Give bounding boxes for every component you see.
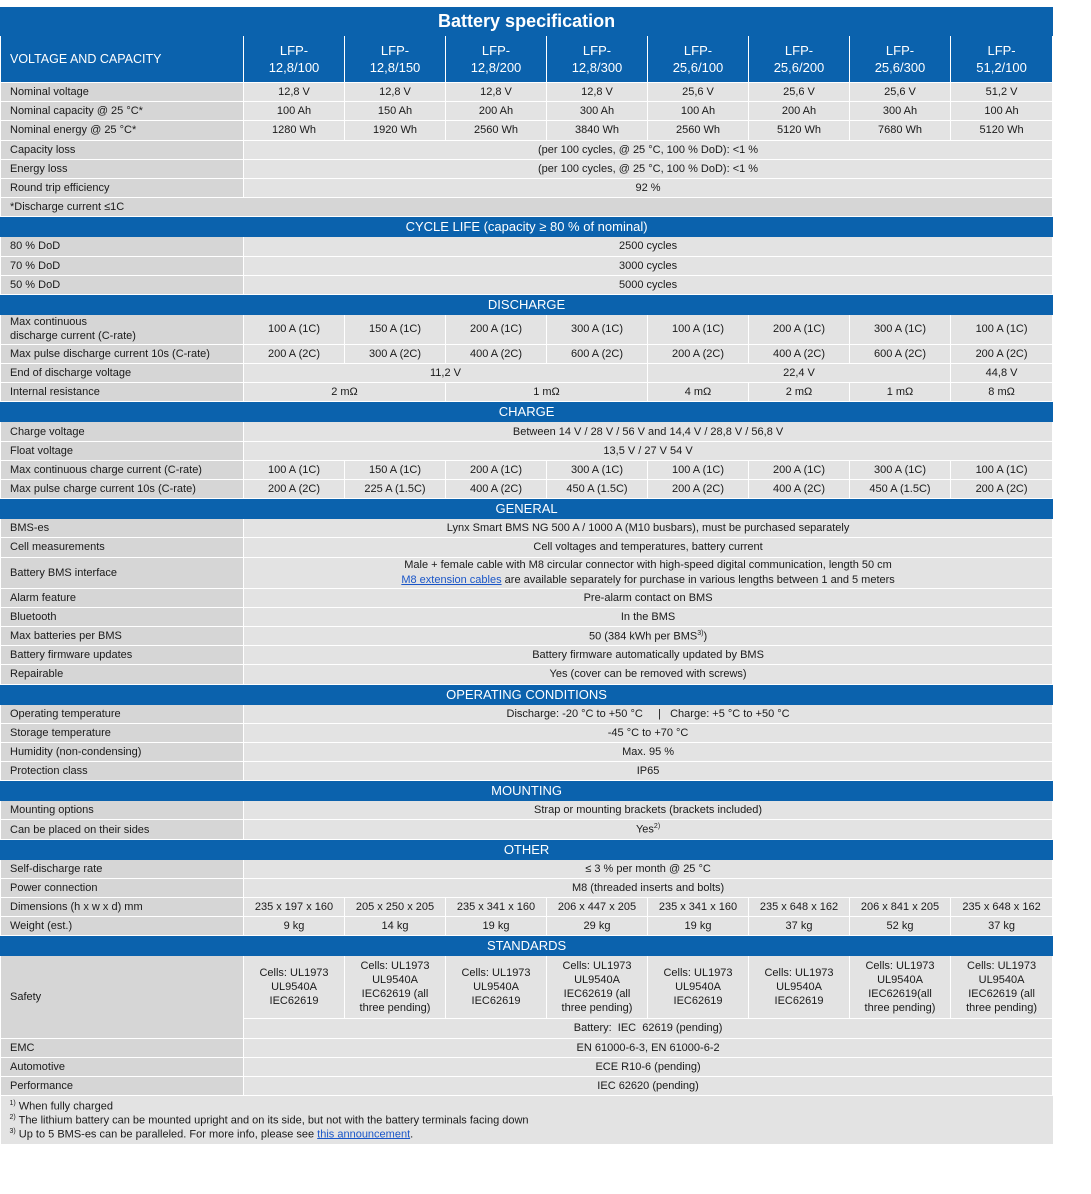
section-title-general: GENERAL bbox=[1, 499, 1053, 519]
cell: 100 A (1C) bbox=[951, 460, 1053, 479]
cell: 300 A (2C) bbox=[345, 344, 446, 363]
cell: 235 x 197 x 160 bbox=[244, 898, 345, 917]
cell: 225 A (1.5C) bbox=[345, 480, 446, 499]
cell: (per 100 cycles, @ 25 °C, 100 % DoD): <1 % bbox=[244, 159, 1053, 178]
cell: 100 A (1C) bbox=[244, 314, 345, 344]
cell: EN 61000-6-3, EN 61000-6-2 bbox=[244, 1038, 1053, 1057]
row-label: Nominal voltage bbox=[1, 83, 244, 102]
cell: Cell voltages and temperatures, battery current bbox=[244, 538, 1053, 557]
row-label: Max pulse charge current 10s (C-rate) bbox=[1, 480, 244, 499]
cell: 2 mΩ bbox=[244, 383, 446, 402]
cell: 12,8 V bbox=[244, 83, 345, 102]
cell: ≤ 3 % per month @ 25 °C bbox=[244, 859, 1053, 878]
cell: Strap or mounting brackets (brackets included) bbox=[244, 801, 1053, 820]
row-label: Battery BMS interface bbox=[1, 557, 244, 588]
row-label: Operating temperature bbox=[1, 704, 244, 723]
cell: 29 kg bbox=[547, 917, 648, 936]
section-title-operating: OPERATING CONDITIONS bbox=[1, 684, 1053, 704]
spec-row bbox=[1, 121, 1053, 140]
cell: 8 mΩ bbox=[951, 383, 1053, 402]
cell: 1280 Wh bbox=[244, 121, 345, 140]
cell: IEC 62620 (pending) bbox=[244, 1076, 1053, 1095]
cell: 100 A (1C) bbox=[648, 314, 749, 344]
row-label: Capacity loss bbox=[1, 140, 244, 159]
cell: 52 kg bbox=[850, 917, 951, 936]
spec-row bbox=[1, 801, 1053, 820]
cell: 200 A (2C) bbox=[648, 480, 749, 499]
cell: 300 A (1C) bbox=[547, 460, 648, 479]
row-label: Nominal capacity @ 25 °C* bbox=[1, 102, 244, 121]
cell: IP65 bbox=[244, 762, 1053, 781]
spec-row bbox=[1, 102, 1053, 121]
cell: Max. 95 % bbox=[244, 742, 1053, 761]
spec-row bbox=[1, 364, 1053, 383]
header-row bbox=[1, 36, 1053, 83]
cell: 200 A (1C) bbox=[749, 460, 850, 479]
spec-row bbox=[1, 480, 1053, 499]
cell: -45 °C to +70 °C bbox=[244, 723, 1053, 742]
footnote-2: $^{2)}$ The lithium battery can be mounted upright and on its side, but not with the battery terminals facing down bbox=[1, 1113, 1053, 1127]
cell: 600 A (2C) bbox=[547, 344, 648, 363]
row-label: Automotive bbox=[1, 1057, 244, 1076]
row-label: Battery firmware updates bbox=[1, 646, 244, 665]
cell: 206 x 447 x 205 bbox=[547, 898, 648, 917]
spec-row bbox=[1, 704, 1053, 723]
model-header: LFP- 12,8/300 bbox=[547, 36, 648, 83]
spec-row bbox=[1, 820, 1053, 839]
spec-row bbox=[1, 441, 1053, 460]
cell: 19 kg bbox=[648, 917, 749, 936]
cell: 300 Ah bbox=[547, 102, 648, 121]
m8-extension-cables-link[interactable]: M8 extension cables bbox=[401, 573, 502, 586]
cell: 2560 Wh bbox=[446, 121, 547, 140]
spec-row bbox=[1, 256, 1053, 275]
cell: 300 A (1C) bbox=[850, 460, 951, 479]
cell: 300 A (1C) bbox=[547, 314, 648, 344]
cell: 12,8 V bbox=[547, 83, 648, 102]
cell: Cells: UL1973 UL9540A IEC62619 (all three pending) bbox=[345, 956, 446, 1019]
cell: 22,4 V bbox=[648, 364, 951, 383]
cell: 3840 Wh bbox=[547, 121, 648, 140]
section-title-charge: CHARGE bbox=[1, 402, 1053, 422]
cell: 25,6 V bbox=[648, 83, 749, 102]
spec-row bbox=[1, 898, 1053, 917]
row-label: Float voltage bbox=[1, 441, 244, 460]
cell: 12,8 V bbox=[446, 83, 547, 102]
cell: 200 A (2C) bbox=[244, 344, 345, 363]
cell: 92 % bbox=[244, 178, 1053, 197]
cell: 200 A (2C) bbox=[244, 480, 345, 499]
cell: M8 (threaded inserts and bolts) bbox=[244, 878, 1053, 897]
row-label: Bluetooth bbox=[1, 607, 244, 626]
cell: 600 A (2C) bbox=[850, 344, 951, 363]
spec-row bbox=[1, 626, 1053, 645]
discharge-note: *Discharge current ≤1C bbox=[1, 198, 1053, 217]
cell: 100 A (1C) bbox=[648, 460, 749, 479]
cell: 25,6 V bbox=[850, 83, 951, 102]
spec-row bbox=[1, 723, 1053, 742]
cell: Cells: UL1973 UL9540A IEC62619 (all three pending) bbox=[951, 956, 1053, 1019]
cell: 2 mΩ bbox=[749, 383, 850, 402]
cell: 206 x 841 x 205 bbox=[850, 898, 951, 917]
cell: 150 A (1C) bbox=[345, 314, 446, 344]
cell: 1 mΩ bbox=[446, 383, 648, 402]
cell: 2560 Wh bbox=[648, 121, 749, 140]
row-label: Energy loss bbox=[1, 159, 244, 178]
cell: 400 A (2C) bbox=[446, 344, 547, 363]
cell: Pre-alarm contact on BMS bbox=[244, 588, 1053, 607]
row-label: Storage temperature bbox=[1, 723, 244, 742]
cell: 100 Ah bbox=[648, 102, 749, 121]
spec-row bbox=[1, 314, 1053, 344]
spec-table bbox=[0, 7, 1053, 1144]
cell: 50 (384 kWh per BMS$^{3)}$) bbox=[244, 626, 1053, 645]
section-title-discharge: DISCHARGE bbox=[1, 294, 1053, 314]
cell: Between 14 V / 28 V / 56 V and 14,4 V / 28,8 V / 56,8 V bbox=[244, 422, 1053, 441]
row-label: Max continuous discharge current (C-rate) bbox=[1, 314, 244, 344]
spec-row bbox=[1, 178, 1053, 197]
spec-row bbox=[1, 538, 1053, 557]
section-title-mounting: MOUNTING bbox=[1, 781, 1053, 801]
spec-row bbox=[1, 665, 1053, 684]
model-header: LFP- 25,6/100 bbox=[648, 36, 749, 83]
cell: Yes (cover can be removed with screws) bbox=[244, 665, 1053, 684]
cell: 150 A (1C) bbox=[345, 460, 446, 479]
row-label: 50 % DoD bbox=[1, 275, 244, 294]
row-label: End of discharge voltage bbox=[1, 364, 244, 383]
row-label: Can be placed on their sides bbox=[1, 820, 244, 839]
cell: 51,2 V bbox=[951, 83, 1053, 102]
cell: 1 mΩ bbox=[850, 383, 951, 402]
spec-row bbox=[1, 646, 1053, 665]
cell: Battery firmware automatically updated by BMS bbox=[244, 646, 1053, 665]
page-title: Battery specification bbox=[1, 8, 1053, 36]
cell: 200 Ah bbox=[446, 102, 547, 121]
row-label: Alarm feature bbox=[1, 588, 244, 607]
spec-row bbox=[1, 159, 1053, 178]
model-header: LFP- 12,8/200 bbox=[446, 36, 547, 83]
cell: 1920 Wh bbox=[345, 121, 446, 140]
row-label: Humidity (non-condensing) bbox=[1, 742, 244, 761]
cell: 100 A (1C) bbox=[244, 460, 345, 479]
cell: 235 x 341 x 160 bbox=[446, 898, 547, 917]
row-label: Self-discharge rate bbox=[1, 859, 244, 878]
spec-row bbox=[1, 557, 1053, 588]
cell: 200 A (2C) bbox=[951, 480, 1053, 499]
cell: Cells: UL1973 UL9540A IEC62619 bbox=[446, 956, 547, 1019]
spec-row bbox=[1, 607, 1053, 626]
cell: 400 A (2C) bbox=[749, 480, 850, 499]
cell: 235 x 341 x 160 bbox=[648, 898, 749, 917]
cell: Cells: UL1973 UL9540A IEC62619 bbox=[749, 956, 850, 1019]
cell: Cells: UL1973 UL9540A IEC62619 bbox=[244, 956, 345, 1019]
spec-row bbox=[1, 275, 1053, 294]
cell: 5000 cycles bbox=[244, 275, 1053, 294]
section-title-cycle-life: CYCLE LIFE (capacity ≥ 80 % of nominal) bbox=[1, 217, 1053, 237]
cell: 200 Ah bbox=[749, 102, 850, 121]
footnote-3: $^{3)}$ Up to 5 BMS-es can be paralleled. For more info, please see this announcement. bbox=[1, 1127, 1053, 1144]
model-header: LFP- 51,2/100 bbox=[951, 36, 1053, 83]
cell: 7680 Wh bbox=[850, 121, 951, 140]
section-label: VOLTAGE AND CAPACITY bbox=[1, 36, 244, 83]
spec-sheet bbox=[0, 7, 1052, 1144]
row-label: Weight (est.) bbox=[1, 917, 244, 936]
row-label: Performance bbox=[1, 1076, 244, 1095]
spec-row bbox=[1, 878, 1053, 897]
cell: Male + female cable with M8 circular connector with high-speed digital communication, length 50 cm M8 extension cables are available separately for purchase in various lengths between 1 and 5 meters bbox=[244, 557, 1053, 588]
spec-row bbox=[1, 762, 1053, 781]
model-header: LFP- 25,6/200 bbox=[749, 36, 850, 83]
row-label: Max batteries per BMS bbox=[1, 626, 244, 645]
cell: 11,2 V bbox=[244, 364, 648, 383]
cell: Cells: UL1973 UL9540A IEC62619(all three pending) bbox=[850, 956, 951, 1019]
spec-row bbox=[1, 588, 1053, 607]
note-row bbox=[1, 198, 1053, 217]
spec-row bbox=[1, 859, 1053, 878]
spec-row bbox=[1, 422, 1053, 441]
row-label: Cell measurements bbox=[1, 538, 244, 557]
spec-row bbox=[1, 140, 1053, 159]
cell: 9 kg bbox=[244, 917, 345, 936]
spec-row bbox=[1, 237, 1053, 256]
model-header: LFP- 12,8/100 bbox=[244, 36, 345, 83]
row-label: 80 % DoD bbox=[1, 237, 244, 256]
cell: 200 A (2C) bbox=[648, 344, 749, 363]
cell: 44,8 V bbox=[951, 364, 1053, 383]
row-label: EMC bbox=[1, 1038, 244, 1057]
cell: 100 Ah bbox=[951, 102, 1053, 121]
announcement-link[interactable]: this announcement bbox=[317, 1128, 411, 1141]
cell: 100 A (1C) bbox=[951, 314, 1053, 344]
spec-row bbox=[1, 344, 1053, 363]
row-label: 70 % DoD bbox=[1, 256, 244, 275]
cell: 200 A (1C) bbox=[446, 314, 547, 344]
cell: 37 kg bbox=[951, 917, 1053, 936]
row-label: Round trip efficiency bbox=[1, 178, 244, 197]
cell: 150 Ah bbox=[345, 102, 446, 121]
spec-row bbox=[1, 1057, 1053, 1076]
cell: 400 A (2C) bbox=[446, 480, 547, 499]
model-header: LFP- 12,8/150 bbox=[345, 36, 446, 83]
spec-row bbox=[1, 917, 1053, 936]
cell: 5120 Wh bbox=[951, 121, 1053, 140]
spec-row bbox=[1, 1038, 1053, 1057]
cell: 235 x 648 x 162 bbox=[749, 898, 850, 917]
cell: 5120 Wh bbox=[749, 121, 850, 140]
cell: 13,5 V / 27 V 54 V bbox=[244, 441, 1053, 460]
cell: 4 mΩ bbox=[648, 383, 749, 402]
cell: 14 kg bbox=[345, 917, 446, 936]
spec-row bbox=[1, 519, 1053, 538]
row-label: Safety bbox=[1, 956, 244, 1038]
row-label: Power connection bbox=[1, 878, 244, 897]
row-label: BMS-es bbox=[1, 519, 244, 538]
cell: Discharge: -20 °C to +50 °C | Charge: +5 °C to +50 °C bbox=[244, 704, 1053, 723]
cell: Cells: UL1973 UL9540A IEC62619 (all three pending) bbox=[547, 956, 648, 1019]
row-label: Charge voltage bbox=[1, 422, 244, 441]
cell: 37 kg bbox=[749, 917, 850, 936]
cell: 450 A (1.5C) bbox=[547, 480, 648, 499]
cell: ECE R10-6 (pending) bbox=[244, 1057, 1053, 1076]
row-label: Dimensions (h x w x d) mm bbox=[1, 898, 244, 917]
cell: Cells: UL1973 UL9540A IEC62619 bbox=[648, 956, 749, 1019]
row-label: Nominal energy @ 25 °C* bbox=[1, 121, 244, 140]
cell: 19 kg bbox=[446, 917, 547, 936]
cell: 200 A (1C) bbox=[749, 314, 850, 344]
row-label: Max pulse discharge current 10s (C-rate) bbox=[1, 344, 244, 363]
cell: Lynx Smart BMS NG 500 A / 1000 A (M10 busbars), must be purchased separately bbox=[244, 519, 1053, 538]
spec-row bbox=[1, 460, 1053, 479]
cell: Battery: IEC 62619 (pending) bbox=[244, 1019, 1053, 1038]
row-label: Protection class bbox=[1, 762, 244, 781]
cell: 12,8 V bbox=[345, 83, 446, 102]
cell: Yes$^{2)}$ bbox=[244, 820, 1053, 839]
footnote-1: $^{1)}$ When fully charged bbox=[1, 1096, 1053, 1114]
spec-row bbox=[1, 956, 1053, 1019]
model-header: LFP- 25,6/300 bbox=[850, 36, 951, 83]
row-label: Max continuous charge current (C-rate) bbox=[1, 460, 244, 479]
cell: 300 Ah bbox=[850, 102, 951, 121]
spec-row bbox=[1, 383, 1053, 402]
cell: 200 A (2C) bbox=[951, 344, 1053, 363]
cell: 3000 cycles bbox=[244, 256, 1053, 275]
section-title-standards: STANDARDS bbox=[1, 936, 1053, 956]
cell: 100 Ah bbox=[244, 102, 345, 121]
spec-row bbox=[1, 742, 1053, 761]
cell: 300 A (1C) bbox=[850, 314, 951, 344]
cell: 235 x 648 x 162 bbox=[951, 898, 1053, 917]
row-label: Internal resistance bbox=[1, 383, 244, 402]
row-label: Mounting options bbox=[1, 801, 244, 820]
cell: In the BMS bbox=[244, 607, 1053, 626]
cell: 2500 cycles bbox=[244, 237, 1053, 256]
spec-row bbox=[1, 83, 1053, 102]
cell: 400 A (2C) bbox=[749, 344, 850, 363]
row-label: Repairable bbox=[1, 665, 244, 684]
cell: (per 100 cycles, @ 25 °C, 100 % DoD): <1 % bbox=[244, 140, 1053, 159]
cell: 200 A (1C) bbox=[446, 460, 547, 479]
spec-row bbox=[1, 1076, 1053, 1095]
section-title-other: OTHER bbox=[1, 839, 1053, 859]
cell: 25,6 V bbox=[749, 83, 850, 102]
cell: 205 x 250 x 205 bbox=[345, 898, 446, 917]
cell: 450 A (1.5C) bbox=[850, 480, 951, 499]
